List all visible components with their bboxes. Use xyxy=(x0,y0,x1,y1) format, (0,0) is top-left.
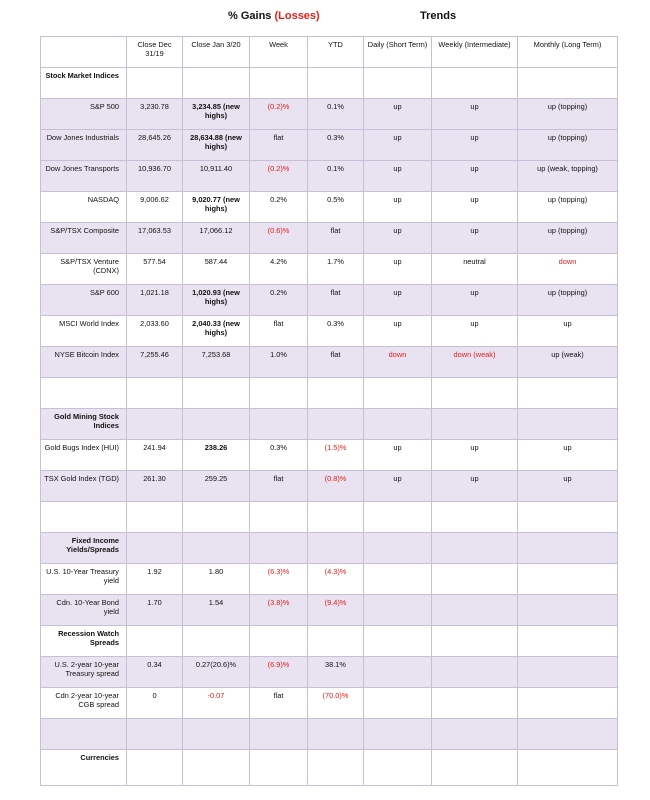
table-cell xyxy=(250,626,308,657)
gains-label: % Gains xyxy=(228,10,275,22)
table-cell: 28,645.26 xyxy=(127,130,183,161)
section-label: Gold Mining Stock Indices xyxy=(41,409,127,440)
table-cell: (6.3)% xyxy=(250,564,308,595)
table-cell: 0.1% xyxy=(308,99,364,130)
table-cell xyxy=(308,719,364,750)
table-row-nasdaq xyxy=(41,192,618,223)
table-cell xyxy=(364,68,432,99)
table-cell: up xyxy=(432,471,518,502)
table-cell xyxy=(308,68,364,99)
row-label: Cdn. 10-Year Bond yield xyxy=(41,595,127,626)
table-cell xyxy=(364,378,432,409)
table-cell: 577.54 xyxy=(127,254,183,285)
table-cell: 0.3% xyxy=(308,316,364,347)
table-cell: (0.2)% xyxy=(250,99,308,130)
table-cell: up xyxy=(364,99,432,130)
table-cell: up (topping) xyxy=(518,285,618,316)
section-label: Stock Market Indices xyxy=(41,68,127,99)
table-cell: down (weak) xyxy=(432,347,518,378)
table-cell xyxy=(518,626,618,657)
table-cell: flat xyxy=(250,316,308,347)
table-cell xyxy=(41,378,127,409)
table-cell: flat xyxy=(308,285,364,316)
section-label: Fixed Income Yields/Spreads xyxy=(41,533,127,564)
table-cell xyxy=(364,502,432,533)
table-cell xyxy=(183,378,250,409)
table-row-us10 xyxy=(41,564,618,595)
table-cell xyxy=(41,502,127,533)
table-cell: (6.9)% xyxy=(250,657,308,688)
table-cell: 261.30 xyxy=(127,471,183,502)
table-row-hui xyxy=(41,440,618,471)
column-header: Close Dec 31/19 xyxy=(127,37,183,68)
section-row-fixed xyxy=(41,533,618,564)
table-row-tgd xyxy=(41,471,618,502)
table-cell: up xyxy=(364,285,432,316)
table-cell: 0.2% xyxy=(250,192,308,223)
row-label: S&P/TSX Composite xyxy=(41,223,127,254)
table-row-djt xyxy=(41,161,618,192)
table-cell: up xyxy=(364,161,432,192)
table-cell: 2,033.60 xyxy=(127,316,183,347)
table-cell xyxy=(127,626,183,657)
table-cell: neutral xyxy=(432,254,518,285)
table-cell xyxy=(308,750,364,786)
row-label: S&P/TSX Venture (CDNX) xyxy=(41,254,127,285)
table-cell: 0.5% xyxy=(308,192,364,223)
table-cell xyxy=(518,657,618,688)
column-header: Weekly (Intermediate) xyxy=(432,37,518,68)
table-cell xyxy=(127,750,183,786)
row-label: TSX Gold Index (TGD) xyxy=(41,471,127,502)
table-row-dji xyxy=(41,130,618,161)
table-cell: (1.5)% xyxy=(308,440,364,471)
table-cell xyxy=(364,626,432,657)
table-cell: up (topping) xyxy=(518,192,618,223)
table-cell xyxy=(432,657,518,688)
table-cell: flat xyxy=(308,347,364,378)
table-cell: 1.92 xyxy=(127,564,183,595)
table-cell: 10,936.70 xyxy=(127,161,183,192)
row-label: Dow Jones Industrials xyxy=(41,130,127,161)
row-label: S&P 600 xyxy=(41,285,127,316)
header-blank-cell xyxy=(41,37,127,68)
table-row-sp600 xyxy=(41,285,618,316)
row-label: Dow Jones Transports xyxy=(41,161,127,192)
table-cell: 17,063.53 xyxy=(127,223,183,254)
table-cell: up xyxy=(518,471,618,502)
table-cell: up xyxy=(364,471,432,502)
table-cell xyxy=(432,564,518,595)
header-row xyxy=(41,37,618,68)
table-cell: up (weak) xyxy=(518,347,618,378)
table-cell xyxy=(308,502,364,533)
column-header: Monthly (Long Term) xyxy=(518,37,618,68)
table-cell: up xyxy=(364,440,432,471)
table-cell: 1.0% xyxy=(250,347,308,378)
table-cell xyxy=(518,719,618,750)
table-cell xyxy=(432,502,518,533)
row-label: Gold Bugs Index (HUI) xyxy=(41,440,127,471)
table-cell: 4.2% xyxy=(250,254,308,285)
table-cell xyxy=(518,688,618,719)
table-cell: (0.2)% xyxy=(250,161,308,192)
table-cell: flat xyxy=(250,130,308,161)
table-cell: 3,230.78 xyxy=(127,99,183,130)
table-cell xyxy=(518,533,618,564)
gains-losses-title xyxy=(228,10,320,22)
table-cell: up (topping) xyxy=(518,223,618,254)
spacer-row xyxy=(41,719,618,750)
table-cell xyxy=(518,409,618,440)
row-label: U.S. 2-year 10-year Treasury spread xyxy=(41,657,127,688)
table-row-cdn2_10 xyxy=(41,688,618,719)
column-header: Close Jan 3/20 xyxy=(183,37,250,68)
table-row-cdnx xyxy=(41,254,618,285)
table-cell xyxy=(364,657,432,688)
table-cell xyxy=(183,68,250,99)
table-cell xyxy=(364,533,432,564)
row-label: NASDAQ xyxy=(41,192,127,223)
table-cell: up (weak, topping) xyxy=(518,161,618,192)
table-cell: (70.0)% xyxy=(308,688,364,719)
table-cell: 0.27(20.6)% xyxy=(183,657,250,688)
table-cell xyxy=(432,378,518,409)
table-cell: flat xyxy=(308,223,364,254)
table-cell: 9,006.62 xyxy=(127,192,183,223)
table-row-cdn10 xyxy=(41,595,618,626)
table-cell: 0.1% xyxy=(308,161,364,192)
table-cell xyxy=(250,378,308,409)
column-header: Week xyxy=(250,37,308,68)
table-row-us2_10 xyxy=(41,657,618,688)
table-cell xyxy=(432,626,518,657)
table-cell: up xyxy=(432,316,518,347)
table-cell: down xyxy=(364,347,432,378)
table-cell xyxy=(308,409,364,440)
table-cell xyxy=(250,719,308,750)
table-cell xyxy=(364,750,432,786)
table-cell: 9,020.77 (new highs) xyxy=(183,192,250,223)
table-cell: up xyxy=(432,130,518,161)
table-cell xyxy=(518,502,618,533)
table-cell xyxy=(308,533,364,564)
table-cell xyxy=(308,626,364,657)
table-cell: 10,911.40 xyxy=(183,161,250,192)
table-cell xyxy=(432,533,518,564)
table-cell: (9.4)% xyxy=(308,595,364,626)
table-cell xyxy=(250,502,308,533)
table-cell: up xyxy=(364,130,432,161)
table-cell: 259.25 xyxy=(183,471,250,502)
row-label: MSCI World Index xyxy=(41,316,127,347)
table-cell: up xyxy=(432,223,518,254)
table-cell xyxy=(364,564,432,595)
table-cell: 238.26 xyxy=(183,440,250,471)
column-header: YTD xyxy=(308,37,364,68)
table-row-sp500 xyxy=(41,99,618,130)
table-cell: 3,234.85 (new highs) xyxy=(183,99,250,130)
table-cell xyxy=(183,719,250,750)
table-cell: up xyxy=(364,192,432,223)
table-cell: up (topping) xyxy=(518,99,618,130)
row-label: S&P 500 xyxy=(41,99,127,130)
row-label: NYSE Bitcoin Index xyxy=(41,347,127,378)
table-cell: (4.3)% xyxy=(308,564,364,595)
table-cell: 1.70 xyxy=(127,595,183,626)
table-cell: up xyxy=(432,285,518,316)
table-cell xyxy=(41,719,127,750)
table-cell xyxy=(183,409,250,440)
losses-label: (Losses) xyxy=(274,10,320,22)
table-cell xyxy=(364,719,432,750)
table-cell: up xyxy=(432,192,518,223)
table-cell xyxy=(127,719,183,750)
table-cell: up xyxy=(518,316,618,347)
table-cell: 28,634.88 (new highs) xyxy=(183,130,250,161)
table-cell: up xyxy=(432,99,518,130)
table-cell: 1,021.18 xyxy=(127,285,183,316)
table-cell: up xyxy=(364,223,432,254)
row-label: U.S. 10-Year Treasury yield xyxy=(41,564,127,595)
table-cell: up xyxy=(432,161,518,192)
section-row-currencies xyxy=(41,750,618,786)
table-cell: flat xyxy=(250,688,308,719)
section-row-stock xyxy=(41,68,618,99)
table-cell: up xyxy=(518,440,618,471)
table-cell xyxy=(518,68,618,99)
table-cell xyxy=(127,68,183,99)
table-row-btc xyxy=(41,347,618,378)
table-cell: 0.34 xyxy=(127,657,183,688)
table-cell: 587.44 xyxy=(183,254,250,285)
table-cell xyxy=(250,68,308,99)
market-table xyxy=(40,36,618,786)
table-cell: 0.3% xyxy=(250,440,308,471)
column-header: Daily (Short Term) xyxy=(364,37,432,68)
section-label: Recession Watch Spreads xyxy=(41,626,127,657)
table-cell: 1.7% xyxy=(308,254,364,285)
table-cell: 7,255.46 xyxy=(127,347,183,378)
table-cell xyxy=(364,595,432,626)
table-cell: (0.6)% xyxy=(250,223,308,254)
table-cell xyxy=(127,533,183,564)
table-cell: 241.94 xyxy=(127,440,183,471)
table-cell: up (topping) xyxy=(518,130,618,161)
row-label: Cdn 2-year 10-year CGB spread xyxy=(41,688,127,719)
table-cell xyxy=(432,750,518,786)
table-cell xyxy=(364,688,432,719)
table-cell xyxy=(250,409,308,440)
table-cell xyxy=(183,533,250,564)
table-cell: up xyxy=(364,316,432,347)
table-cell: flat xyxy=(250,471,308,502)
table-cell: 17,066.12 xyxy=(183,223,250,254)
table-cell xyxy=(518,564,618,595)
table-cell xyxy=(127,378,183,409)
table-cell: 1.80 xyxy=(183,564,250,595)
table-cell xyxy=(183,626,250,657)
table-cell: 38.1% xyxy=(308,657,364,688)
table-cell xyxy=(432,719,518,750)
page-header xyxy=(0,0,650,36)
table-cell xyxy=(364,409,432,440)
table-cell xyxy=(250,750,308,786)
table-cell xyxy=(432,409,518,440)
table-cell: 1,020.93 (new highs) xyxy=(183,285,250,316)
table-cell xyxy=(183,750,250,786)
table-cell: 7,253.68 xyxy=(183,347,250,378)
table-cell: down xyxy=(518,254,618,285)
section-label: Currencies xyxy=(41,750,127,786)
table-cell xyxy=(127,409,183,440)
table-row-msci xyxy=(41,316,618,347)
table-cell: -0.07 xyxy=(183,688,250,719)
spacer-row xyxy=(41,502,618,533)
table-cell xyxy=(432,68,518,99)
table-cell: (3.8)% xyxy=(250,595,308,626)
table-cell xyxy=(518,378,618,409)
table-cell xyxy=(518,750,618,786)
section-row-recession xyxy=(41,626,618,657)
table-row-tsx xyxy=(41,223,618,254)
table-cell xyxy=(250,533,308,564)
spacer-row xyxy=(41,378,618,409)
table-cell: (0.8)% xyxy=(308,471,364,502)
table-cell: 0.2% xyxy=(250,285,308,316)
trends-title: Trends xyxy=(420,10,457,22)
table-cell xyxy=(127,502,183,533)
table-cell: 2,040.33 (new highs) xyxy=(183,316,250,347)
table-cell xyxy=(432,595,518,626)
table-cell xyxy=(518,595,618,626)
table-cell: up xyxy=(364,254,432,285)
table-cell: up xyxy=(432,440,518,471)
table-cell xyxy=(432,688,518,719)
table-cell xyxy=(183,502,250,533)
table-cell: 1.54 xyxy=(183,595,250,626)
section-row-gold xyxy=(41,409,618,440)
table-cell xyxy=(308,378,364,409)
table-cell: 0 xyxy=(127,688,183,719)
table-cell: 0.3% xyxy=(308,130,364,161)
